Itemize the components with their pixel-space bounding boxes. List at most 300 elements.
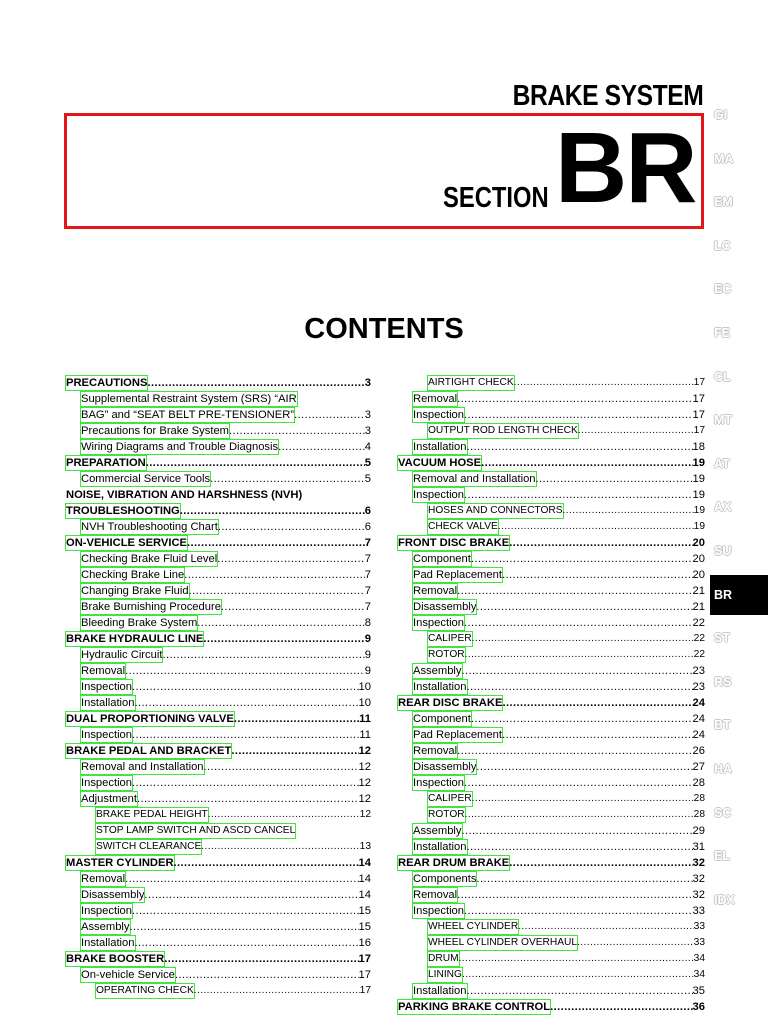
toc-leader-dots	[194, 984, 360, 998]
section-tab-lc[interactable]: LC	[714, 238, 731, 253]
toc-entry-label[interactable]: BAG” and “SEAT BELT PRE-TENSIONER”	[81, 409, 295, 421]
toc-leader-dots	[187, 536, 365, 550]
toc-entry-label[interactable]: BRAKE HYDRAULIC LINE	[66, 633, 204, 645]
toc-page-number: 33	[692, 905, 705, 917]
toc-page-number: 24	[692, 697, 705, 709]
toc-entry-label[interactable]: CALIPER	[428, 793, 472, 804]
toc-leader-dots	[174, 856, 359, 870]
toc-entry-label[interactable]: HOSES AND CONNECTORS	[428, 505, 563, 516]
toc-leader-dots	[204, 760, 359, 774]
toc-entry[interactable]	[413, 872, 705, 886]
toc-leader-dots	[175, 968, 359, 982]
toc-page-number: 5	[364, 473, 371, 485]
toc-entry[interactable]	[81, 472, 371, 486]
toc-leader-dots	[502, 568, 693, 582]
section-tab-em[interactable]: EM	[714, 195, 733, 210]
toc-entry[interactable]	[428, 520, 705, 534]
toc-leader-dots	[578, 424, 694, 438]
toc-entry[interactable]	[413, 392, 705, 406]
toc-entry-label[interactable]: FRONT DISC BRAKE	[398, 537, 510, 549]
section-tab-su[interactable]: SU	[714, 544, 732, 558]
toc-page-number: 24	[692, 713, 705, 725]
toc-entry-label[interactable]: Installation	[413, 681, 467, 693]
toc-leader-dots	[459, 952, 694, 966]
toc-entry-label[interactable]: Removal and Installation	[413, 473, 536, 485]
toc-leader-dots	[502, 696, 692, 710]
toc-entry[interactable]	[81, 728, 371, 742]
section-tab-idx[interactable]: IDX	[714, 892, 735, 907]
toc-page-number: 14	[358, 873, 371, 885]
toc-entry-label[interactable]: Installation	[413, 985, 467, 997]
toc-entry-label[interactable]: Inspection	[81, 681, 132, 693]
toc-page-number: 4	[364, 441, 371, 453]
toc-leader-dots	[125, 872, 358, 886]
toc-entry-label[interactable]: Inspection	[413, 905, 464, 917]
toc-entry[interactable]	[81, 568, 371, 582]
toc-entry[interactable]	[66, 536, 371, 550]
toc-page-number: 12	[359, 809, 371, 820]
toc-entry[interactable]	[398, 696, 705, 710]
toc-entry-label[interactable]: Removal	[413, 393, 458, 405]
toc-entry-label[interactable]: Precautions for Brake System	[81, 425, 229, 437]
toc-entry-label[interactable]: WHEEL CYLINDER	[428, 921, 519, 932]
toc-page-number: 31	[692, 841, 705, 853]
toc-entry-label[interactable]: AIRTIGHT CHECK	[428, 377, 514, 388]
toc-entry-label[interactable]: NOISE, VIBRATION AND HARSHNESS (NVH)	[66, 489, 303, 501]
toc-leader-dots	[518, 920, 693, 934]
section-tab-cl[interactable]: CL	[714, 369, 731, 384]
toc-entry[interactable]	[96, 984, 371, 998]
toc-page-number: 29	[692, 825, 705, 837]
section-tab-ma[interactable]: MA	[714, 151, 734, 166]
toc-entry[interactable]	[428, 792, 705, 806]
toc-leader-dots	[130, 920, 359, 934]
toc-page-number: 17	[693, 425, 705, 436]
toc-leader-dots	[462, 968, 694, 982]
toc-page-number: 20	[692, 537, 705, 549]
toc-page-number: 13	[359, 841, 371, 852]
toc-page-number: 8	[364, 617, 371, 629]
toc-entry-label[interactable]: CALIPER	[428, 633, 472, 644]
toc-entry[interactable]	[413, 840, 705, 854]
toc-leader-dots	[476, 760, 692, 774]
toc-entry-label[interactable]: PARKING BRAKE CONTROL	[398, 1001, 551, 1013]
toc-entry-label[interactable]: Removal	[81, 873, 126, 885]
toc-leader-dots	[467, 440, 693, 454]
toc-entry[interactable]	[96, 840, 371, 854]
toc-entry[interactable]	[428, 920, 705, 934]
toc-page-number: 9	[364, 649, 371, 661]
toc-entry[interactable]	[413, 760, 705, 774]
toc-entry-label[interactable]: Supplemental Restraint System (SRS) “AIR	[81, 393, 297, 405]
toc-leader-dots	[509, 856, 692, 870]
toc-entry-label[interactable]: BRAKE PEDAL AND BRACKET	[66, 745, 232, 757]
toc-page-number: 9	[364, 633, 371, 645]
toc-entry[interactable]	[398, 536, 705, 550]
toc-entry-label[interactable]: Wiring Diagrams and Trouble Diagnosis	[81, 441, 279, 453]
toc-page-number: 23	[692, 665, 705, 677]
toc-entry-label[interactable]: Checking Brake Line	[81, 569, 185, 581]
toc-page-number: 33	[693, 921, 705, 932]
toc-page-number: 3	[364, 377, 371, 389]
toc-entry[interactable]	[81, 680, 371, 694]
toc-page-number: 19	[693, 521, 705, 532]
section-tab-ha[interactable]: HA	[714, 762, 733, 776]
toc-page-number: 11	[359, 713, 371, 725]
toc-page-number: 32	[692, 857, 705, 869]
toc-entry-label[interactable]: Disassembly	[413, 761, 477, 773]
toc-entry[interactable]	[428, 968, 705, 982]
toc-entry[interactable]	[428, 376, 705, 390]
toc-leader-dots	[218, 520, 365, 534]
toc-entry-label[interactable]: Removal	[413, 745, 458, 757]
toc-entry-label[interactable]: Commercial Service Tools	[81, 473, 211, 485]
toc-entry-label[interactable]: STOP LAMP SWITCH AND ASCD CANCEL	[96, 825, 296, 836]
section-tab-sc[interactable]: SC	[714, 805, 732, 820]
toc-entry-label[interactable]: REAR DISC BRAKE	[398, 697, 503, 709]
toc-entry-label[interactable]: Removal	[81, 665, 126, 677]
toc-page-number: 7	[364, 537, 371, 549]
toc-leader-dots	[137, 792, 359, 806]
toc-entry[interactable]	[81, 648, 371, 662]
toc-entry-label[interactable]: TROUBLESHOOTING	[66, 505, 180, 517]
toc-page-number: 23	[692, 681, 705, 693]
toc-entry-label[interactable]: Components	[413, 873, 477, 885]
toc-page-number: 17	[358, 953, 371, 965]
toc-entry[interactable]	[413, 552, 705, 566]
toc-entry-label[interactable]: Inspection	[413, 617, 464, 629]
toc-entry[interactable]	[413, 488, 705, 502]
toc-entry-label[interactable]: Inspection	[413, 489, 464, 501]
toc-entry-label[interactable]: Inspection	[413, 409, 464, 421]
toc-page-number: 34	[693, 969, 705, 980]
toc-entry[interactable]	[413, 904, 705, 918]
toc-entry[interactable]	[413, 888, 705, 902]
section-tab-at[interactable]: AT	[714, 456, 730, 471]
toc-leader-dots	[577, 936, 694, 950]
toc-entry[interactable]	[413, 408, 705, 422]
toc-entry[interactable]	[81, 968, 371, 982]
toc-entry-label[interactable]: OUTPUT ROD LENGTH CHECK	[428, 425, 578, 436]
toc-entry-label[interactable]: BRAKE PEDAL HEIGHT	[96, 809, 208, 820]
toc-page-number: 33	[693, 937, 705, 948]
toc-entry-label[interactable]: BRAKE BOOSTER	[66, 953, 165, 965]
toc-entry[interactable]	[66, 632, 371, 646]
toc-entry-label[interactable]: LINING	[428, 969, 462, 980]
toc-entry[interactable]	[81, 552, 371, 566]
toc-page-number: 22	[693, 649, 705, 660]
toc-entry[interactable]	[413, 616, 705, 630]
toc-entry-label[interactable]: Disassembly	[81, 889, 145, 901]
toc-entry-label[interactable]: CHECK VALVE	[428, 521, 498, 532]
toc-page-number: 12	[358, 777, 371, 789]
toc-leader-dots	[203, 632, 364, 646]
toc-entry[interactable]	[428, 632, 705, 646]
toc-entry-label[interactable]: Removal	[413, 889, 458, 901]
toc-page-number: 16	[358, 937, 371, 949]
toc-entry[interactable]	[81, 760, 371, 774]
toc-entry-label[interactable]: Adjustment	[81, 793, 137, 805]
toc-entry-label[interactable]: Inspection	[81, 905, 132, 917]
toc-entry[interactable]	[66, 712, 371, 726]
toc-entry[interactable]	[81, 792, 371, 806]
toc-page-number: 28	[693, 809, 705, 820]
toc-leader-dots	[132, 728, 359, 742]
toc-entry[interactable]	[413, 728, 705, 742]
section-tab-rs[interactable]: RS	[714, 674, 732, 689]
section-label: SECTION	[443, 182, 549, 214]
toc-entry-label[interactable]: NVH Troubleshooting Chart	[81, 521, 218, 533]
toc-entry-label[interactable]: Bleeding Brake System	[81, 617, 198, 629]
toc-page-number: 28	[693, 793, 705, 804]
section-tab-mt[interactable]: MT	[714, 413, 733, 428]
section-tab-bt[interactable]: BT	[714, 718, 731, 733]
toc-entry-label[interactable]: Brake Burnishing Procedure	[81, 601, 221, 613]
toc-leader-dots	[197, 616, 364, 630]
toc-leader-dots	[471, 712, 693, 726]
toc-leader-dots	[147, 376, 364, 390]
toc-entry-label[interactable]: Assembly	[81, 921, 130, 933]
section-tab-ax[interactable]: AX	[714, 500, 732, 515]
toc-entry-label[interactable]: Disassembly	[413, 601, 477, 613]
toc-entry[interactable]	[66, 376, 371, 390]
toc-entry-label[interactable]: SWITCH CLEARANCE	[96, 841, 202, 852]
toc-entry[interactable]	[398, 1000, 705, 1014]
toc-leader-dots	[462, 824, 693, 838]
toc-leader-dots	[294, 408, 365, 422]
toc-leader-dots	[208, 808, 360, 822]
toc-entry-label[interactable]: ROTOR	[428, 649, 465, 660]
toc-entry-label[interactable]: MASTER CYLINDER	[66, 857, 174, 869]
toc-entry-label[interactable]: Checking Brake Fluid Level	[81, 553, 218, 565]
toc-entry[interactable]	[413, 680, 705, 694]
toc-entry[interactable]	[413, 824, 705, 838]
toc-entry-label[interactable]: VACUUM HOSE	[398, 457, 482, 469]
toc-entry[interactable]	[81, 616, 371, 630]
toc-entry[interactable]	[428, 936, 705, 950]
toc-entry[interactable]	[81, 936, 371, 950]
toc-entry[interactable]	[66, 952, 371, 966]
toc-entry[interactable]	[66, 744, 371, 758]
toc-entry[interactable]	[413, 712, 705, 726]
toc-entry-label[interactable]: DRUM	[428, 953, 459, 964]
contents-heading: CONTENTS	[304, 313, 464, 345]
toc-entry[interactable]	[81, 584, 371, 598]
toc-entry-label[interactable]: Inspection	[413, 777, 464, 789]
toc-entry-label[interactable]: Component	[413, 553, 471, 565]
toc-entry[interactable]	[66, 456, 371, 470]
toc-entry[interactable]	[81, 408, 371, 422]
toc-page-number: 32	[692, 873, 705, 885]
toc-entry[interactable]	[413, 472, 705, 486]
toc-entry[interactable]	[413, 600, 705, 614]
toc-page-number: 17	[692, 393, 705, 405]
toc-entry[interactable]	[81, 696, 371, 710]
toc-page-number: 7	[364, 569, 371, 581]
document-title: BRAKE SYSTEM	[512, 80, 703, 112]
section-tab-br[interactable]: BR	[710, 575, 768, 615]
toc-page-number: 14	[358, 857, 371, 869]
toc-entry[interactable]	[81, 664, 371, 678]
toc-leader-dots	[464, 776, 693, 790]
toc-leader-dots	[146, 456, 365, 470]
toc-entry[interactable]	[413, 744, 705, 758]
toc-entry-label[interactable]: PRECAUTIONS	[66, 377, 148, 389]
toc-page-number: 11	[359, 729, 371, 741]
toc-leader-dots	[184, 568, 365, 582]
toc-page-number: 22	[692, 617, 705, 629]
toc-entry[interactable]	[81, 424, 371, 438]
toc-leader-dots	[465, 808, 694, 822]
toc-entry-label[interactable]: Pad Replacement	[413, 729, 502, 741]
toc-entry[interactable]	[96, 824, 371, 838]
toc-page-number: 7	[364, 585, 371, 597]
toc-leader-dots	[164, 952, 358, 966]
toc-entry[interactable]	[398, 456, 705, 470]
toc-entry[interactable]	[81, 392, 371, 406]
toc-entry[interactable]	[96, 808, 371, 822]
toc-page-number: 10	[358, 681, 371, 693]
toc-entry-label[interactable]: Installation	[81, 937, 135, 949]
toc-leader-dots	[189, 584, 365, 598]
toc-page-number: 34	[693, 953, 705, 964]
toc-leader-dots	[467, 984, 693, 998]
toc-entry[interactable]	[66, 504, 371, 518]
toc-page-number: 18	[692, 441, 705, 453]
toc-page-number: 3	[364, 425, 371, 437]
toc-page-number: 12	[358, 745, 371, 757]
toc-entry-label[interactable]: ON-VEHICLE SERVICE	[66, 537, 188, 549]
toc-entry-label[interactable]: Inspection	[81, 729, 132, 741]
toc-page-number: 10	[358, 697, 371, 709]
toc-entry[interactable]	[81, 600, 371, 614]
section-tab-gi[interactable]: GI	[714, 108, 728, 122]
toc-leader-dots	[550, 1000, 692, 1014]
toc-entry-label[interactable]: DUAL PROPORTIONING VALVE	[66, 713, 234, 725]
toc-entry-label[interactable]: Installation	[81, 697, 135, 709]
toc-page-number: 20	[692, 553, 705, 565]
toc-entry-label[interactable]: Installation	[413, 841, 467, 853]
toc-entry-label[interactable]: Removal and Installation	[81, 761, 204, 773]
toc-entry[interactable]	[428, 648, 705, 662]
section-tab-ec[interactable]: EC	[714, 282, 732, 297]
toc-entry[interactable]	[428, 504, 705, 518]
toc-page-number: 12	[358, 793, 371, 805]
toc-entry-label[interactable]: Pad Replacement	[413, 569, 502, 581]
section-tab-st[interactable]: ST	[714, 631, 730, 646]
toc-leader-dots	[509, 536, 692, 550]
toc-entry-label[interactable]: On-vehicle Service	[81, 969, 175, 981]
toc-page-number: 36	[692, 1001, 705, 1013]
toc-leader-dots	[457, 392, 692, 406]
toc-entry[interactable]	[66, 488, 371, 502]
toc-leader-dots	[132, 776, 359, 790]
toc-entry[interactable]	[413, 664, 705, 678]
toc-leader-dots	[125, 664, 365, 678]
toc-entry-label[interactable]: Assembly	[413, 825, 462, 837]
toc-entry[interactable]	[413, 984, 705, 998]
toc-entry-label[interactable]: ROTOR	[428, 809, 465, 820]
section-tab-el[interactable]: EL	[714, 849, 730, 864]
toc-entry-label[interactable]: Assembly	[413, 665, 462, 677]
toc-entry-label[interactable]: PREPARATION	[66, 457, 146, 469]
toc-leader-dots	[132, 904, 359, 918]
toc-page-number: 19	[693, 505, 705, 516]
toc-leader-dots	[536, 472, 693, 486]
toc-page-number: 26	[692, 745, 705, 757]
toc-leader-dots	[472, 632, 694, 646]
toc-leader-dots	[472, 792, 694, 806]
toc-entry[interactable]	[81, 440, 371, 454]
toc-entry-label[interactable]: Hydraulic Circuit	[81, 649, 163, 661]
toc-leader-dots	[210, 472, 365, 486]
toc-leader-dots	[476, 872, 692, 886]
toc-entry[interactable]	[398, 856, 705, 870]
toc-entry-label[interactable]: Installation	[413, 441, 467, 453]
toc-page-number: 14	[358, 889, 371, 901]
toc-entry-label[interactable]: REAR DRUM BRAKE	[398, 857, 510, 869]
toc-leader-dots	[563, 504, 694, 518]
toc-leader-dots	[132, 680, 359, 694]
section-tab-fe[interactable]: FE	[714, 326, 730, 340]
toc-page-number: 27	[692, 761, 705, 773]
toc-entry[interactable]	[81, 904, 371, 918]
toc-entry[interactable]	[428, 424, 705, 438]
toc-entry-label[interactable]: Changing Brake Fluid	[81, 585, 189, 597]
toc-page-number: 17	[359, 985, 371, 996]
toc-leader-dots	[467, 680, 693, 694]
toc-entry[interactable]	[81, 776, 371, 790]
toc-entry-label[interactable]: OPERATING CHECK	[96, 985, 194, 996]
toc-entry-label[interactable]: WHEEL CYLINDER OVERHAUL	[428, 937, 578, 948]
toc-leader-dots	[464, 408, 693, 422]
toc-leader-dots	[162, 648, 364, 662]
toc-page-number: 21	[692, 585, 705, 597]
toc-entry[interactable]	[413, 440, 705, 454]
toc-entry[interactable]	[413, 584, 705, 598]
toc-page-number: 19	[692, 473, 705, 485]
toc-leader-dots	[217, 552, 365, 566]
toc-leader-dots	[457, 584, 692, 598]
toc-page-number: 7	[364, 553, 371, 565]
toc-entry-label[interactable]: Removal	[413, 585, 458, 597]
toc-page-number: 22	[693, 633, 705, 644]
toc-leader-dots	[201, 840, 359, 854]
toc-entry[interactable]	[428, 808, 705, 822]
toc-page-number: 6	[364, 505, 371, 517]
toc-entry-label[interactable]: Inspection	[81, 777, 132, 789]
toc-leader-dots	[135, 696, 359, 710]
toc-page-number: 15	[358, 905, 371, 917]
toc-entry[interactable]	[66, 856, 371, 870]
toc-entry[interactable]	[81, 520, 371, 534]
toc-page-number: 17	[358, 969, 371, 981]
toc-entry[interactable]	[81, 888, 371, 902]
toc-entry[interactable]	[428, 952, 705, 966]
toc-leader-dots	[180, 504, 365, 518]
toc-entry[interactable]	[413, 776, 705, 790]
toc-entry[interactable]	[81, 872, 371, 886]
toc-leader-dots	[464, 488, 693, 502]
toc-entry-label[interactable]: Component	[413, 713, 471, 725]
toc-page-number: 17	[692, 409, 705, 421]
toc-entry[interactable]	[81, 920, 371, 934]
toc-page-number: 21	[692, 601, 705, 613]
toc-page-number: 17	[693, 377, 705, 388]
toc-leader-dots	[476, 600, 692, 614]
toc-page-number: 32	[692, 889, 705, 901]
toc-entry[interactable]	[413, 568, 705, 582]
